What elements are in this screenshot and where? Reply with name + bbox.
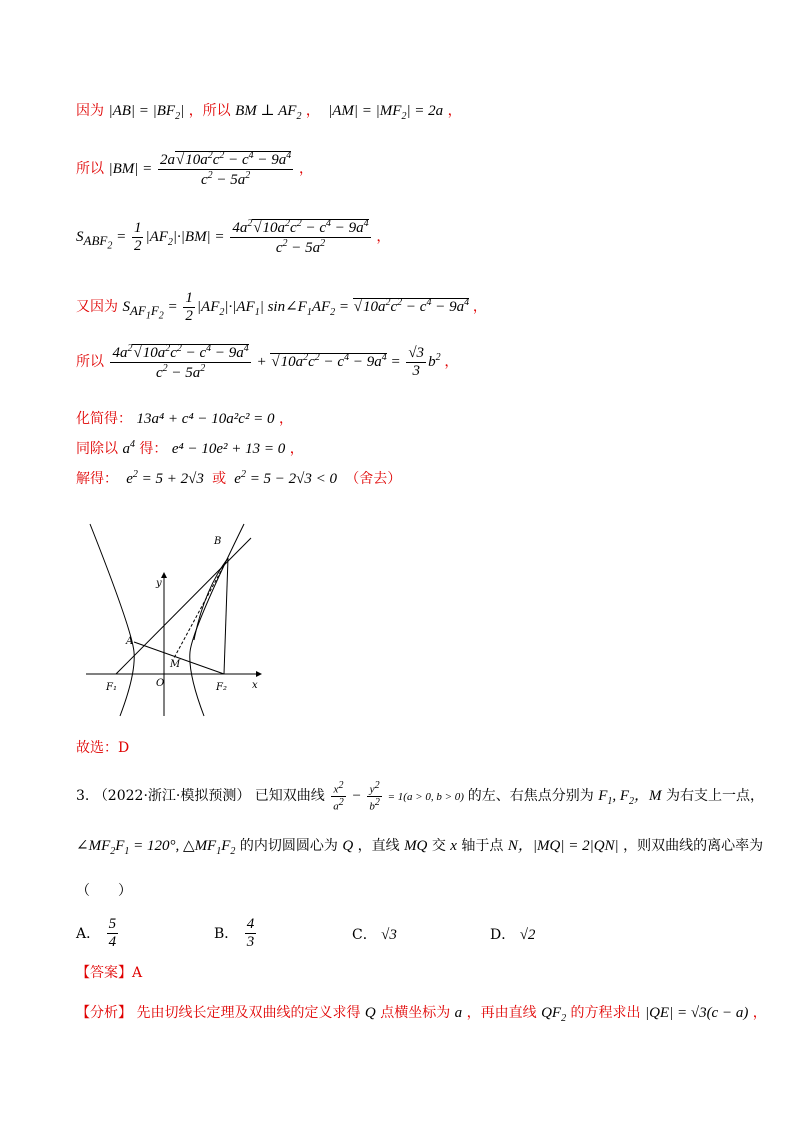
math-expr: $S_{AF_1F_2}$ = $\frac{1}{2}$ $|AF_2|\cdot|AF_1|$ $\sin\angle F_1AF_2 = √10a^2c^2 - c^4 - 9a^4$ — [122, 290, 470, 325]
option-b[interactable] — [214, 916, 258, 952]
math-expr: $e^2 = 5 - 2√3 < 0$ — [230, 469, 341, 487]
analysis-line — [76, 1002, 767, 1024]
option-d[interactable] — [490, 924, 535, 944]
step-line-2 — [76, 150, 313, 190]
problem3-text8: ，则双曲线的离心率为 — [623, 838, 764, 854]
label-x: x — [252, 680, 258, 691]
step1-lead: 因为 — [76, 103, 104, 119]
step5-tail: ， — [444, 354, 459, 371]
option-a[interactable] — [76, 916, 120, 952]
math-expr: $QF_2$ — [541, 1005, 567, 1024]
math-expr: |QE| = √3(c − a) — [644, 1005, 749, 1021]
label-B: B — [214, 536, 222, 547]
problem3-text4: 的内切圆圆心为 — [239, 838, 338, 854]
label-M: M — [170, 659, 181, 670]
problem3-text5: ，直线 — [357, 838, 400, 854]
step2-lead: 所以 — [76, 161, 104, 178]
math-expr: a — [454, 1005, 463, 1021]
step8-lead: 解得： — [76, 471, 118, 487]
step6-expr: 13a⁴ + c⁴ − 10a²c² = 0 — [136, 411, 275, 427]
step6-lead: 化简得： — [76, 411, 132, 427]
label-A: A — [126, 636, 134, 647]
problem3-line2 — [76, 834, 763, 857]
analysis-text1: 先由切线长定理及双曲线的定义求得 — [136, 1005, 361, 1021]
step8-note: （舍去） — [345, 471, 402, 487]
step7-mid: 得： — [139, 441, 168, 457]
math-expr: N，|MQ| = 2|QN| — [507, 838, 619, 854]
problem3-line1 — [76, 780, 764, 814]
step-line-8 — [76, 468, 401, 488]
option-a-value: $\frac{5}{4}$ — [108, 916, 117, 951]
step-line-6 — [76, 408, 293, 428]
math-expr: $e^2 = 5 + 2√3$ — [122, 469, 208, 487]
step1-tail2: ， — [447, 103, 462, 119]
segment-BM-arc — [194, 558, 228, 640]
analysis-text2: 点横坐标为 — [380, 1005, 451, 1021]
problem3-blank: （ ） — [76, 883, 132, 899]
y-axis-arrow — [161, 572, 167, 578]
problem3-text7: 轴于点 — [461, 838, 504, 854]
step6-tail: ， — [279, 411, 294, 427]
option-d-label: D． — [490, 927, 516, 943]
hyperbola-equation: $\frac{x^2}{a^2}$ − $\frac{y^2}{b^2}$ = 1(a > 0, b > 0) — [333, 780, 464, 813]
answer-label: 【答案】A — [76, 965, 143, 981]
math-expr: $|AM| = |MF_2| = 2a$ — [324, 103, 444, 122]
step1-mid: ，所以 — [188, 103, 231, 119]
segment-BF2 — [224, 558, 228, 674]
math-expr: $a^4$ — [122, 439, 135, 457]
analysis-label: 【分析】 — [76, 1005, 132, 1021]
math-expr: Q — [342, 838, 354, 854]
math-expr: $F_1$, $F_2$，M — [598, 788, 662, 808]
step-line-5 — [76, 343, 458, 383]
label-O: O — [156, 678, 165, 689]
option-a-label: A． — [76, 925, 101, 942]
x-axis-arrow — [256, 671, 262, 677]
problem3-source: （2022·浙江·模拟预测） — [93, 788, 251, 805]
step3-tail: ， — [376, 229, 391, 246]
analysis-text3: ，再由直线 — [466, 1005, 537, 1021]
step1-tail: ， — [305, 103, 320, 119]
step-line-1 — [76, 100, 462, 122]
step2-tail: ， — [299, 161, 314, 178]
step-line-7 — [76, 438, 304, 458]
option-c-label: C． — [352, 927, 377, 943]
step7-expr: e⁴ − 10e² + 13 = 0 — [171, 441, 286, 457]
math-expr: BM ⊥ $AF_2$ — [235, 103, 302, 122]
step8-or: 或 — [212, 471, 227, 487]
step7-tail: ， — [289, 441, 304, 457]
label-F2: F₂ — [216, 682, 227, 693]
math-expr: $|AB| = |BF_2|$ — [108, 103, 185, 122]
analysis-tail: ， — [752, 1005, 767, 1021]
option-b-label: B． — [214, 925, 239, 942]
math-expr: x — [450, 838, 457, 854]
label-y: y — [156, 578, 162, 589]
option-b-value: $\frac{4}{3}$ — [246, 916, 255, 951]
option-d-value: √2 — [519, 927, 536, 943]
step5-lead: 所以 — [76, 354, 104, 371]
problem3-text2: 的左、右焦点分别为 — [467, 788, 594, 805]
math-expr: |BM| = $\frac{2a√10a^2c^2 - c^4 - 9a^4}{c^2 - 5a^2}$ — [108, 150, 292, 189]
math-expr: $\angle MF_2F_1 = 120^\circ$, $\triangle MF_1F_2$ — [76, 838, 236, 857]
step7-lead: 同除以 — [76, 441, 118, 457]
math-expr: MQ — [404, 838, 428, 854]
option-c-value: √3 — [381, 927, 397, 943]
answer-choice: 故选：D — [76, 740, 130, 756]
analysis-text4: 的方程求出 — [570, 1005, 641, 1021]
problem3-text6: 交 — [431, 838, 446, 854]
math-expr: $S_{ABF_2}$ = $\frac{1}{2}$ $|AF_2|\cdot|BM|$ = $\frac{4a^2√10a^2c^2 - c^4 - 9a^4}{c^2 - 5a^2}$ — [76, 218, 369, 257]
problem3-text3: 为右支上一点， — [665, 788, 764, 805]
label-F1: F₁ — [106, 682, 117, 693]
problem3-number: 3. — [76, 788, 90, 805]
line-AB — [116, 538, 251, 674]
math-expr: $\frac{4a^2√10a^2c^2 - c^4 - 9a^4}{c^2 - 5a^2}$ + $√10a^2c^2 - c^4 - 9a^4$ = $\frac{√3}{3}$ $b^2$ — [112, 343, 441, 382]
step4-lead: 又因为 — [76, 299, 118, 316]
problem3-text1: 已知双曲线 — [254, 788, 325, 805]
step4-tail: ， — [472, 299, 487, 316]
step-line-4 — [76, 290, 487, 326]
option-c[interactable] — [352, 924, 397, 944]
step-line-3 — [76, 218, 390, 258]
math-expr: Q — [364, 1005, 376, 1021]
hyperbola-figure — [76, 520, 276, 720]
